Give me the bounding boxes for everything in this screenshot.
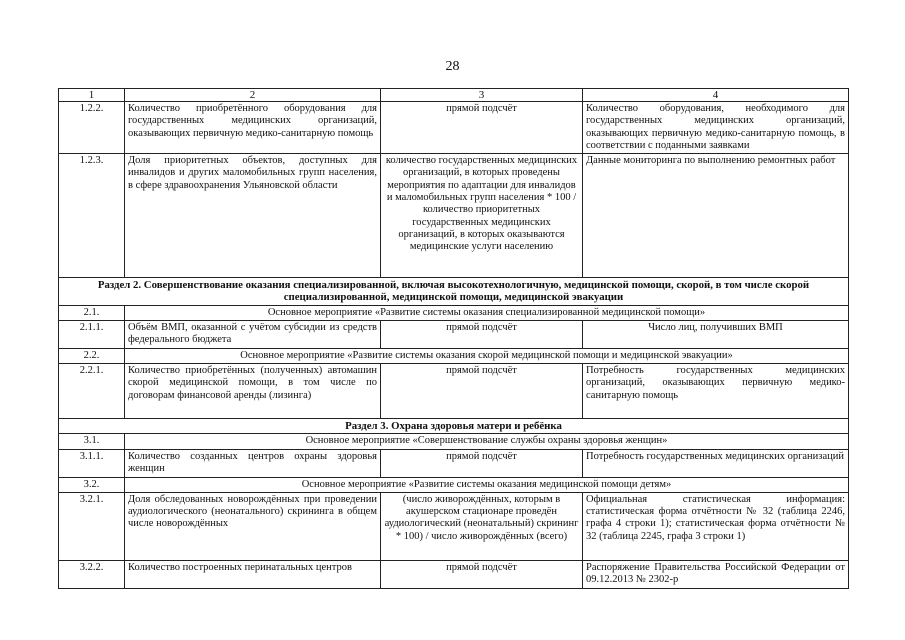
method-cell: прямой подсчёт: [381, 363, 583, 418]
indicator-cell: Количество построенных перинатальных центров: [125, 560, 381, 588]
method-cell: прямой подсчёт: [381, 449, 583, 477]
source-cell: Потребность государственных медицинских организаций: [583, 449, 849, 477]
row-number: 2.1.1.: [59, 321, 125, 349]
main-event-row: [59, 348, 849, 363]
table-row: [59, 102, 849, 154]
indicators-table: [58, 88, 849, 589]
column-number-1: 1: [59, 89, 125, 102]
row-number: 3.2.: [59, 477, 125, 492]
table-row: [59, 492, 849, 560]
main-event-row: [59, 477, 849, 492]
table-row: [59, 321, 849, 349]
table-row: [59, 363, 849, 418]
section-heading-row: [59, 278, 849, 306]
column-number-3: 3: [381, 89, 583, 102]
indicator-cell: Доля приоритетных объектов, доступных для инвалидов и других маломобильных групп населения, в сфере здравоохранения Ульяновской области: [125, 154, 381, 278]
indicator-cell: Объём ВМП, оказанной с учётом субсидии из средств федерального бюджета: [125, 321, 381, 349]
method-cell: прямой подсчёт: [381, 321, 583, 349]
source-cell: Официальная статистическая информация: статистическая форма отчётности № 32 (таблица 2246, графа 4 строки 1); статистическая форма отчётности № 32 (таблица 2245, графа 3 строки 1): [583, 492, 849, 560]
row-number: 2.2.1.: [59, 363, 125, 418]
row-number: 1.2.3.: [59, 154, 125, 278]
table-row: [59, 154, 849, 278]
row-number: 3.2.1.: [59, 492, 125, 560]
indicator-cell: Количество приобретённых (полученных) автомашин скорой медицинской помощи, в том числе по договорам финансовой аренды (лизинга): [125, 363, 381, 418]
main-event-title: Основное мероприятие «Развитие системы оказания специализированной медицинской помощи»: [125, 305, 849, 320]
row-number: 3.2.2.: [59, 560, 125, 588]
main-event-title: Основное мероприятие «Развитие системы оказания скорой медицинской помощи и медицинской эвакуации»: [125, 348, 849, 363]
table-row: [59, 560, 849, 588]
indicator-cell: Количество приобретённого оборудования для государственных медицинских организаций, оказывающих первичную медико-санитарную помощь: [125, 102, 381, 154]
section-title: Раздел 3. Охрана здоровья матери и ребёнка: [59, 418, 849, 433]
main-event-row: [59, 434, 849, 449]
row-number: 3.1.: [59, 434, 125, 449]
table-row: [59, 449, 849, 477]
source-cell: Число лиц, получивших ВМП: [583, 321, 849, 349]
main-event-title: Основное мероприятие «Совершенствование службы охраны здоровья женщин»: [125, 434, 849, 449]
row-number: 2.1.: [59, 305, 125, 320]
source-cell: Данные мониторинга по выполнению ремонтных работ: [583, 154, 849, 278]
row-number: 1.2.2.: [59, 102, 125, 154]
section-heading-row: [59, 418, 849, 433]
method-cell: прямой подсчёт: [381, 560, 583, 588]
page-number: 28: [445, 59, 460, 74]
method-cell: прямой подсчёт: [381, 102, 583, 154]
source-cell: Количество оборудования, необходимого для государственных медицинских организаций, оказывающих первичную медико-санитарную помощь, в соответствии с поданными заявками: [583, 102, 849, 154]
method-cell: количество государственных медицинских организаций, в которых проведены мероприятия по адаптации для инвалидов и маломобильных групп населения * 100 / количество приоритетных государственных медицинских организаций, в которых оказываются медицинские услуги населению: [381, 154, 583, 278]
source-cell: Потребность государственных медицинских организаций, оказывающих первичную медико-санитарную помощь: [583, 363, 849, 418]
main-event-row: [59, 305, 849, 320]
indicator-cell: Доля обследованных новорождённых при проведении аудиологического (неонатального) скрининга в общем числе новорождённых: [125, 492, 381, 560]
indicator-cell: Количество созданных центров охраны здоровья женщин: [125, 449, 381, 477]
main-event-title: Основное мероприятие «Развитие системы оказания медицинской помощи детям»: [125, 477, 849, 492]
column-number-2: 2: [125, 89, 381, 102]
column-number-4: 4: [583, 89, 849, 102]
section-title: Раздел 2. Совершенствование оказания специализированной, включая высокотехнологичную, медицинской помощи, скорой, в том числе скорой специализированной, медицинской помощи, медицинской эвакуации: [59, 278, 849, 306]
row-number: 2.2.: [59, 348, 125, 363]
row-number: 3.1.1.: [59, 449, 125, 477]
source-cell: Распоряжение Правительства Российской Федерации от 09.12.2013 № 2302-р: [583, 560, 849, 588]
method-cell: (число живорождённых, которым в акушерском стационаре проведён аудиологический (неонатальный) скрининг * 100) / число живорождённых (всего): [381, 492, 583, 560]
table-header-row: [59, 89, 849, 102]
